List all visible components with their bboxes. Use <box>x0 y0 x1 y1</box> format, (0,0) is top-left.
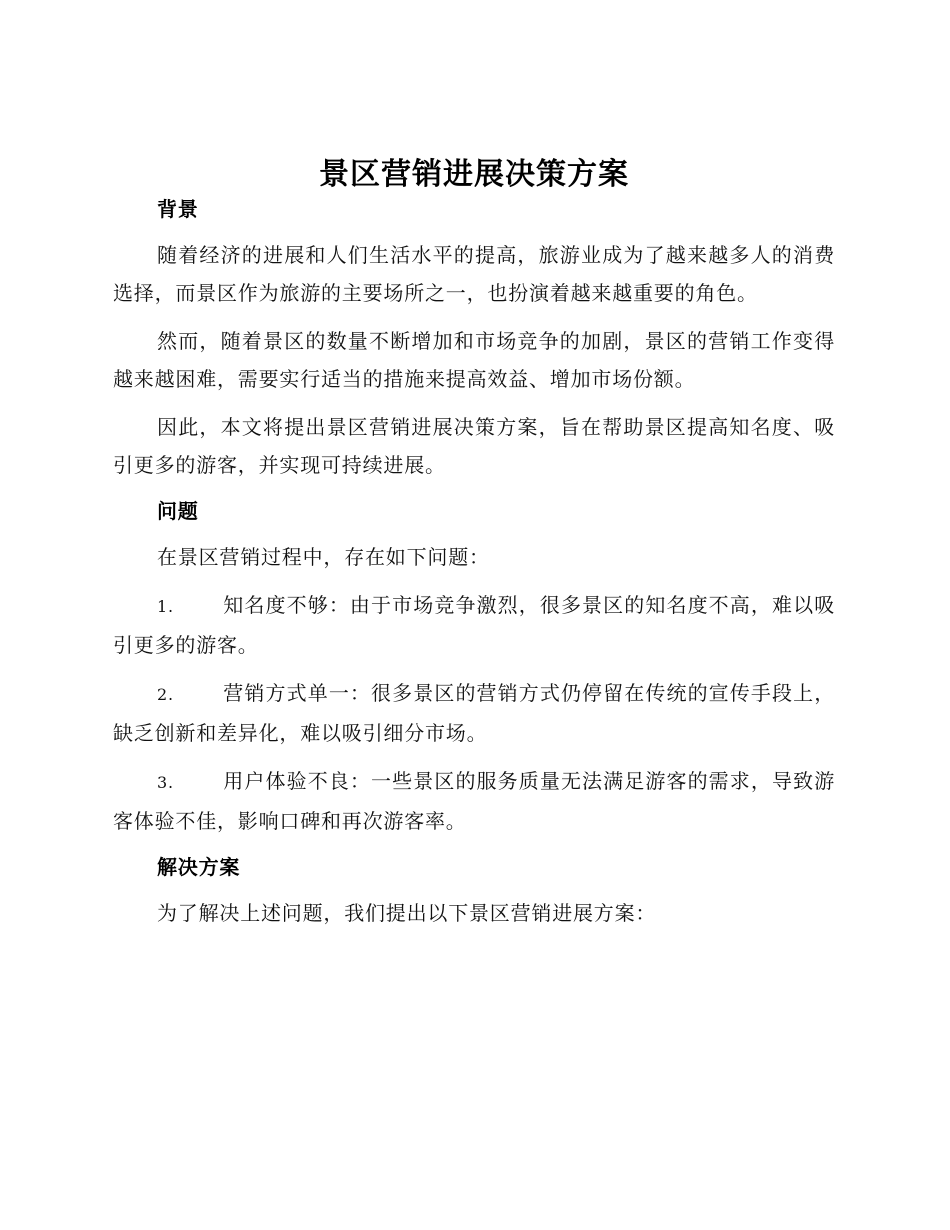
problem-item-number: 3. <box>157 773 174 792</box>
document-body <box>113 148 835 942</box>
problem-item-text: 用户体验不良：一些景区的服务质量无法满足游客的需求，导致游客体验不佳，影响口碑和再次游客率。 <box>113 769 835 833</box>
document-title: 景区营销进展决策方案 <box>319 157 629 192</box>
problem-item-1 <box>113 586 835 664</box>
background-paragraph-3: 因此，本文将提出景区营销进展决策方案，旨在帮助景区提高知名度、吸引更多的游客，并实现可持续进展。 <box>113 415 835 477</box>
background-paragraph-2: 然而，随着景区的数量不断增加和市场竞争的加剧，景区的营销工作变得越来越困难，需要实行适当的措施来提高效益、增加市场份额。 <box>113 329 835 391</box>
section-heading-background: 背景 <box>157 197 199 221</box>
problem-item-text: 营销方式单一：很多景区的营销方式仍停留在传统的宣传手段上，缺乏创新和差异化，难以吸引细分市场。 <box>113 681 835 745</box>
section-heading-problems: 问题 <box>157 499 199 523</box>
problem-item-2 <box>113 674 835 752</box>
solutions-intro: 为了解决上述问题，我们提出以下景区营销进展方案： <box>157 901 657 925</box>
section-heading-solutions: 解决方案 <box>157 855 241 879</box>
problem-item-3 <box>113 762 835 840</box>
background-paragraph-1: 随着经济的进展和人们生活水平的提高，旅游业成为了越来越多人的消费选择，而景区作为旅游的主要场所之一，也扮演着越来越重要的角色。 <box>113 243 835 305</box>
problem-item-number: 1. <box>157 597 174 616</box>
problems-intro: 在景区营销过程中，存在如下问题： <box>157 545 490 569</box>
problem-item-number: 2. <box>157 685 174 704</box>
problem-item-text: 知名度不够：由于市场竞争激烈，很多景区的知名度不高，难以吸引更多的游客。 <box>113 593 835 657</box>
